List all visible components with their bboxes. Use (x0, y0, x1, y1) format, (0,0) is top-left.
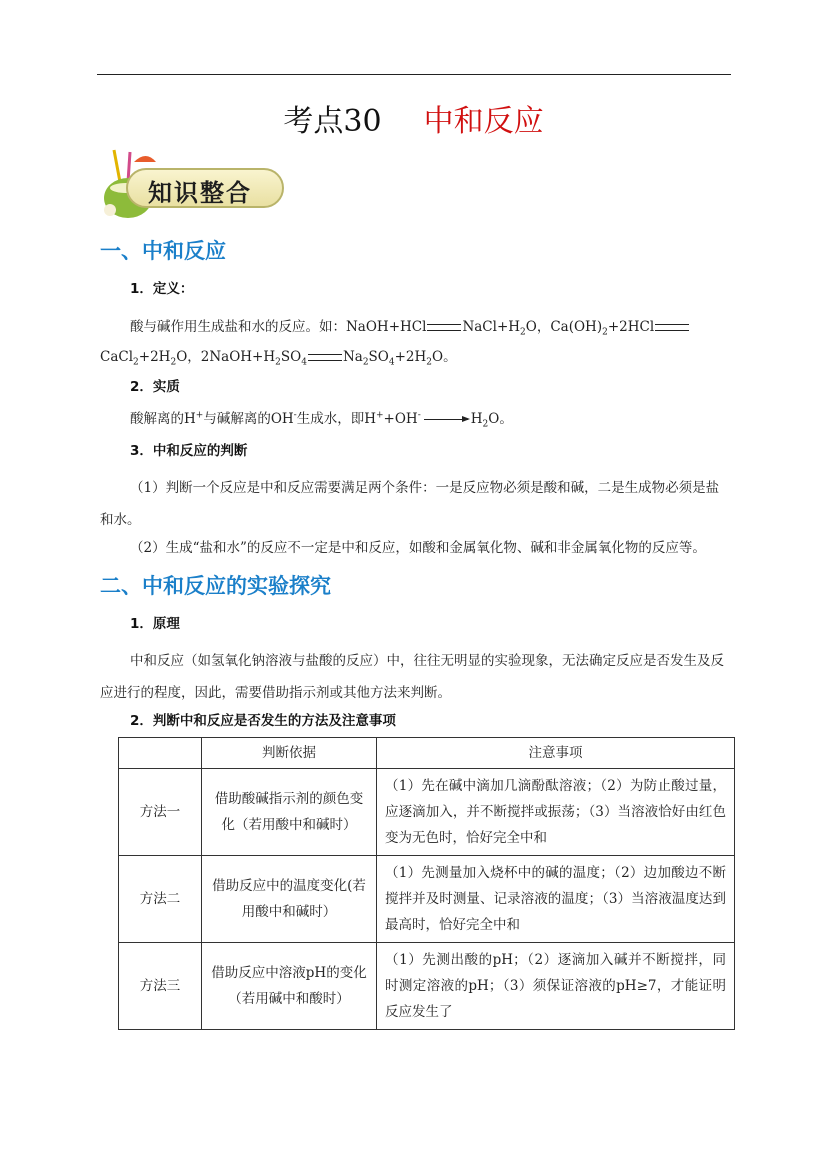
principle-text: 中和反应（如氢氧化钠溶液与盐酸的反应）中，往往无明显的实验现象，无法确定反应是否发生及反应进行的程度，因此，需要借助指示剂或其他方法来判断。 (100, 653, 724, 701)
notes-cell: （1）先测量加入烧杯中的碱的温度；（2）边加酸边不断搅拌并及时测量、记录溶液的温度；（3）当溶液温度达到最高时，恰好完全中和 (377, 856, 735, 943)
basis-cell: 借助酸碱指示剂的颜色变化（若用酸中和碱时） (202, 769, 377, 856)
page-title (0, 100, 827, 144)
table-row (119, 769, 735, 856)
method-heading: 2．判断中和反应是否发生的方法及注意事项 (130, 713, 396, 729)
table-header-cell: 注意事项 (377, 738, 735, 769)
knowledge-badge (100, 148, 290, 220)
method-cell: 方法一 (119, 769, 202, 856)
judge-paragraph-2: （2）生成“盐和水”的反应不一定是中和反应，如酸和金属氧化物、碱和非金属氧化物的反应等。 (130, 540, 706, 556)
badge-plate (126, 168, 284, 208)
table-row (119, 856, 735, 943)
method-cell: 方法三 (119, 943, 202, 1030)
basis-cell: 借助反应中的温度变化(若用酸中和碱时） (202, 856, 377, 943)
essence-text: 酸解离的H+与碱解离的OH-生成水，即H++OH- $H_2O$。 (130, 410, 513, 430)
basis-cell: 借助反应中溶液pH的变化（若用碱中和酸时） (202, 943, 377, 1030)
title-topic: 中和反应 (423, 104, 544, 139)
judge-heading: 3．中和反应的判断 (130, 443, 248, 459)
table-row (119, 943, 735, 1030)
table-header-row (119, 738, 735, 769)
methods-table (118, 737, 735, 1030)
notes-cell: （1）先在碱中滴加几滴酚酞溶液；（2）为防止酸过量，应逐滴加入，并不断搅拌或振荡；（3）当溶液恰好由红色变为无色时，恰好完全中和 (377, 769, 735, 856)
header-rule (97, 74, 731, 75)
reaction-arrow (424, 419, 468, 420)
equals-sign (655, 324, 689, 331)
equals-sign (427, 324, 461, 331)
essence-heading: 2．实质 (130, 379, 180, 395)
notes-cell: （1）先测出酸的pH；（2）逐滴加入碱并不断搅拌，同时测定溶液的pH；（3）须保证溶液的pH≥7，才能证明反应发生了 (377, 943, 735, 1030)
judge-paragraph-1: （1）判断一个反应是中和反应需要满足两个条件：一是反应物必须是酸和碱，二是生成物必须是盐和水。 (100, 480, 720, 528)
table-header-cell (119, 738, 202, 769)
definition-text: 酸与碱作用生成盐和水的反应。如：NaOH+HCl $NaCl+H_2O$，$Ca(OH)_2+2HCl$ $CaCl_2+2H_2O$，$2NaOH+H_2SO_4$ $Na_2SO_4+2H_2O$。 (100, 312, 730, 372)
title-prefix: 考点30 (283, 104, 382, 139)
definition-heading: 1．定义： (130, 281, 194, 297)
badge-label: 知识整合 (148, 179, 252, 207)
table-header-cell: 判断依据 (202, 738, 377, 769)
section1-heading: 一、中和反应 (100, 239, 226, 263)
section2-heading: 二、中和反应的实验探究 (100, 574, 331, 598)
principle-heading: 1．原理 (130, 616, 180, 632)
method-cell: 方法二 (119, 856, 202, 943)
equals-sign (308, 354, 342, 361)
